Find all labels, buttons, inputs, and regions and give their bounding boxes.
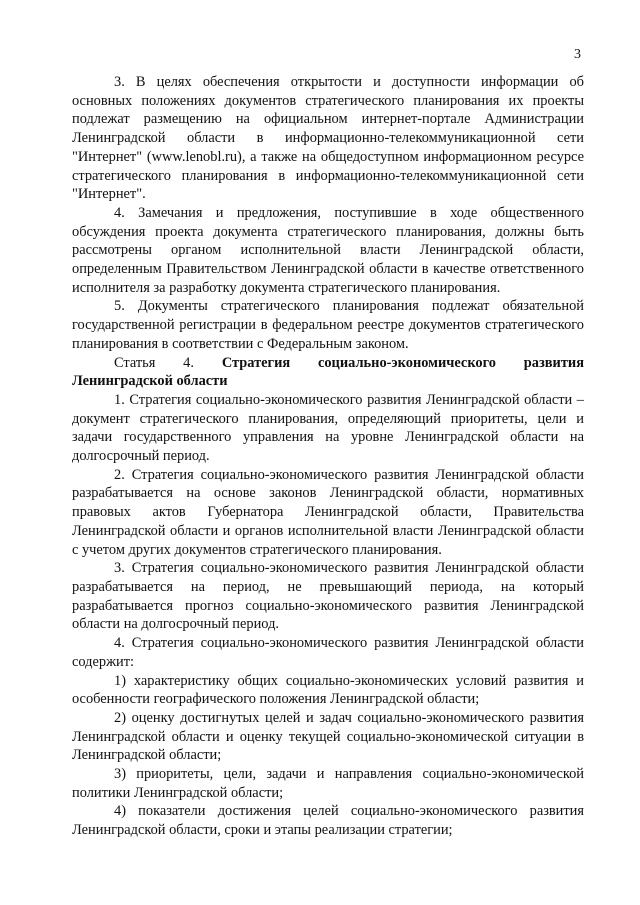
page-number: 3 (574, 47, 581, 62)
list-item-3: 3) приоритеты, цели, задачи и направления социально-экономической политики Ленинградской области; (72, 766, 584, 801)
article-number: Статья 4. (114, 354, 194, 371)
article-paragraph-3: 3. Стратегия социально-экономического развития Ленинградской области разрабатывается на период, не превышающий периода, на который разрабатывается прогноз социально-экономического развития Ленинградской области на долгосрочный период. (72, 560, 584, 633)
paragraph-4-comments: 4. Замечания и предложения, поступившие в ходе общественного обсуждения проекта документа стратегического планирования, должны быть рассмотрены органом исполнительной власти Ленинградской области, определенным Правительством Ленинградской области в качестве ответственного исполнителя за разработку документа стратегического планирования. (72, 204, 584, 296)
article-paragraph-1: 1. Стратегия социально-экономического развития Ленинградской области – документ стратегического планирования, определяющий приоритеты, цели и задачи государственного управления на уровне Ленинградской области на долгосрочный период. (72, 391, 584, 465)
article-heading (72, 354, 584, 391)
paragraph-3-publication: 3. В целях обеспечения открытости и доступности информации об основных положениях документов стратегического планирования их проекты подлежат размещению на официальном интернет-портале Администрации Ленинградской области в информационно-телекоммуникационной сети "Интернет" (www.lenobl.ru), а также на общедоступном информационном ресурсе стратегического планирования в информационно-телекоммуникационной сети "Интернет". (72, 74, 584, 203)
list-item-4: 4) показатели достижения целей социально-экономического развития Ленинградской области, сроки и этапы реализации стратегии; (72, 803, 584, 839)
paragraph-5-registration: 5. Документы стратегического планирования подлежат обязательной государственной регистрации в федеральном реестре документов стратегического планирования в соответствии с Федеральным законом. (72, 298, 584, 352)
article-paragraph-2: 2. Стратегия социально-экономического развития Ленинградской области разрабатывается на основе законов Ленинградской области, нормативных правовых актов Губернатора Ленинградской области, Правительства Ленинградской области и органов исполнительной власти Ленинградской области с учетом других документов стратегического планирования. (72, 466, 584, 558)
article-title: Стратегия социально-экономического развития Ленинградской области (72, 354, 584, 390)
document-body (72, 73, 584, 840)
article-paragraph-4: 4. Стратегия социально-экономического развития Ленинградской области содержит: (72, 635, 584, 670)
list-item-2: 2) оценку достигнутых целей и задач социально-экономического развития Ленинградской области и оценку текущей социально-экономической ситуации в Ленинградской области; (72, 709, 584, 764)
list-item-1: 1) характеристику общих социально-экономических условий развития и особенности географического положения Ленинградской области; (72, 672, 584, 708)
